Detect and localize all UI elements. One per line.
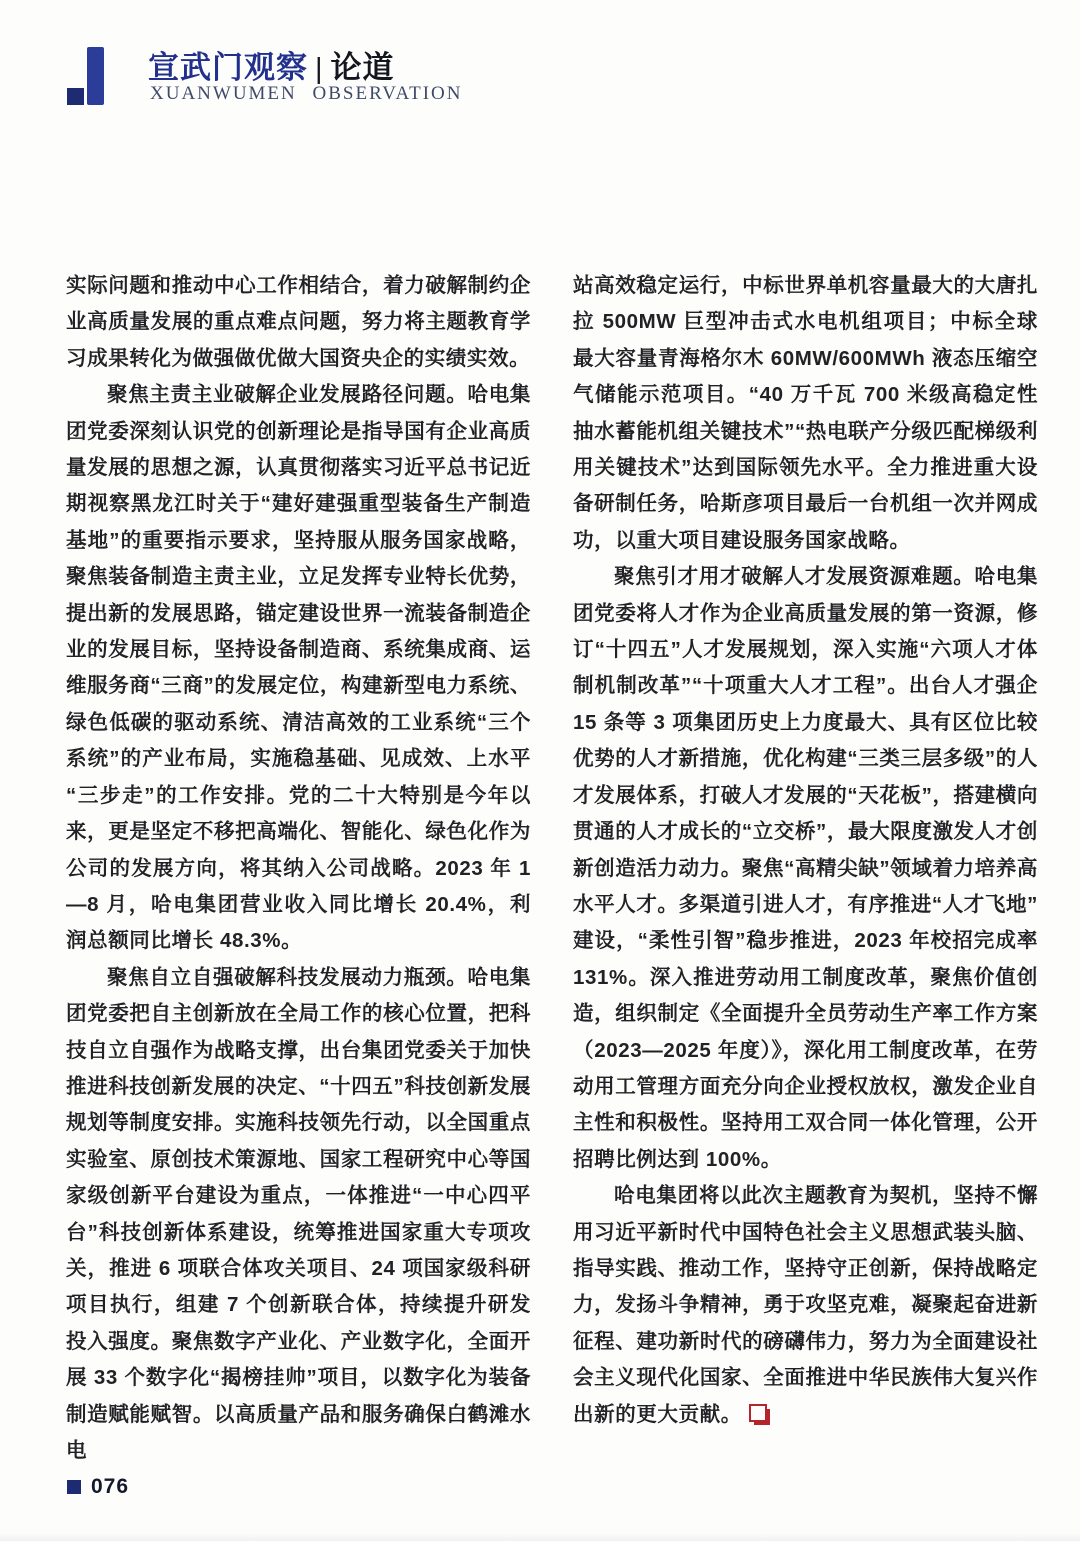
footer-square-icon — [67, 1480, 81, 1494]
magazine-title-section: 论道 — [330, 50, 395, 85]
paragraph: 实际问题和推动中心工作相结合，着力破解制约企业高质量发展的重点难点问题，努力将主题教育学习成果转化为做强做优做大国资央企的实绩实效。 — [66, 274, 531, 370]
title-divider: | — [315, 53, 324, 85]
article-columns — [66, 268, 1038, 1469]
paragraph: 聚焦引才用才破解人才发展资源难题。哈电集团党委将人才作为企业高质量发展的第一资源，修订“十四五”人才发展规划，深入实施“六项人才体制机制改革”“十项重大人才工程”。出台人才强企 15 条等 3 项集团历史上力度最大、具有区位比较优势的人才新措施，优化构建“三类三层多级”的人才发展体系，打破人才发展的“天花板”，搭建横向贯通的人才成长的“立交桥”，最大限度激发人才创新创造活力动力。聚焦“高精尖缺”领域着力培养高水平人才。多渠道引进人才，有序推进“人才飞地”建设，“柔性引智”稳步推进，2023 年校招完成率 131%。深入推进劳动用工制度改革，聚焦价值创造，组织制定《全面提升全员劳动生产率工作方案（2023—2025 年度）》，深化用工制度改革，在劳动用工管理方面充分向企业授权放权，激发企业自主性和积极性。坚持用工双合同一体化管理，公开招聘比例达到 100%。 — [573, 565, 1038, 1171]
magazine-title-main: 宣武门观察 — [148, 50, 308, 85]
column-right — [573, 268, 1038, 1469]
logo-square-icon — [67, 88, 84, 105]
page-footer — [67, 1475, 129, 1499]
brand-logo — [67, 47, 104, 105]
paragraph: 站高效稳定运行，中标世界单机容量最大的大唐扎拉 500MW 巨型冲击式水电机组项目；中标全球最大容量青海格尔木 60MW/600MWh 液态压缩空气储能示范项目。“40 万千瓦 700 米级高稳定性抽水蓄能机组关键技术”“热电联产分级匹配梯级利用关键技术”达到国际领先水平。全力推进重大设备研制任务，哈斯彦项目最后一台机组一次并网成功，以重大项目建设服务国家战略。 — [573, 274, 1038, 552]
page-number: 076 — [91, 1475, 130, 1498]
magazine-subtitle-en: XUANWUMEN OBSERVATION — [150, 83, 463, 104]
page-bottom-shading — [0, 1533, 1080, 1541]
paragraph: 聚焦自立自强破解科技发展动力瓶颈。哈电集团党委把自主创新放在全局工作的核心位置，把科技自立自强作为战略支撑，出台集团党委关于加快推进科技创新发展的决定、“十四五”科技创新发展规划等制度安排。实施科技领先行动，以全国重点实验室、原创技术策源地、国家工程研究中心等国家级创新平台建设为重点，一体推进“一中心四平台”科技创新体系建设，统筹推进国家重大专项攻关，推进 6 项联合体攻关项目、24 项国家级科研项目执行，组建 7 个创新联合体，持续提升研发投入强度。聚焦数字产业化、产业数字化，全面开展 33 个数字化“揭榜挂帅”项目，以数字化为装备制造赋能赋智。以高质量产品和服务确保白鹤滩水电 — [66, 965, 531, 1462]
logo-bar-icon — [87, 47, 104, 105]
magazine-title — [148, 42, 395, 87]
paragraph — [573, 1178, 1038, 1433]
paragraph: 聚焦主责主业破解企业发展路径问题。哈电集团党委深刻认识党的创新理论是指导国有企业高质量发展的思想之源，认真贯彻落实习近平总书记近期视察黑龙江时关于“建好建强重型装备生产制造基地”的重要指示要求，坚持服从服务国家战略，聚焦装备制造主责主业，立足发挥专业特长优势，提出新的发展思路，锚定建设世界一流装备制造企业的发展目标，坚持设备制造商、系统集成商、运维服务商“三商”的发展定位，构建新型电力系统、绿色低碳的驱动系统、清洁高效的工业系统“三个系统”的产业布局，实施稳基础、见成效、上水平“三步走”的工作安排。党的二十大特别是今年以来，更是坚定不移把高端化、智能化、绿色化作为公司的发展方向，将其纳入公司战略。2023 年 1—8 月，哈电集团营业收入同比增长 20.4%，利润总额同比增长 48.3%。 — [66, 383, 531, 953]
column-left — [66, 268, 531, 1469]
paragraph-text: 哈电集团将以此次主题教育为契机，坚持不懈用习近平新时代中国特色社会主义思想武装头脑、指导实践、推动工作，坚持守正创新，保持战略定力，发扬斗争精神，勇于攻坚克难，凝聚起奋进新征程、建功新时代的磅礴伟力，努力为全面建设社会主义现代化国家、全面推进中华民族伟大复兴作出新的更大贡献。 — [573, 1184, 1038, 1426]
end-of-article-icon — [749, 1404, 767, 1422]
